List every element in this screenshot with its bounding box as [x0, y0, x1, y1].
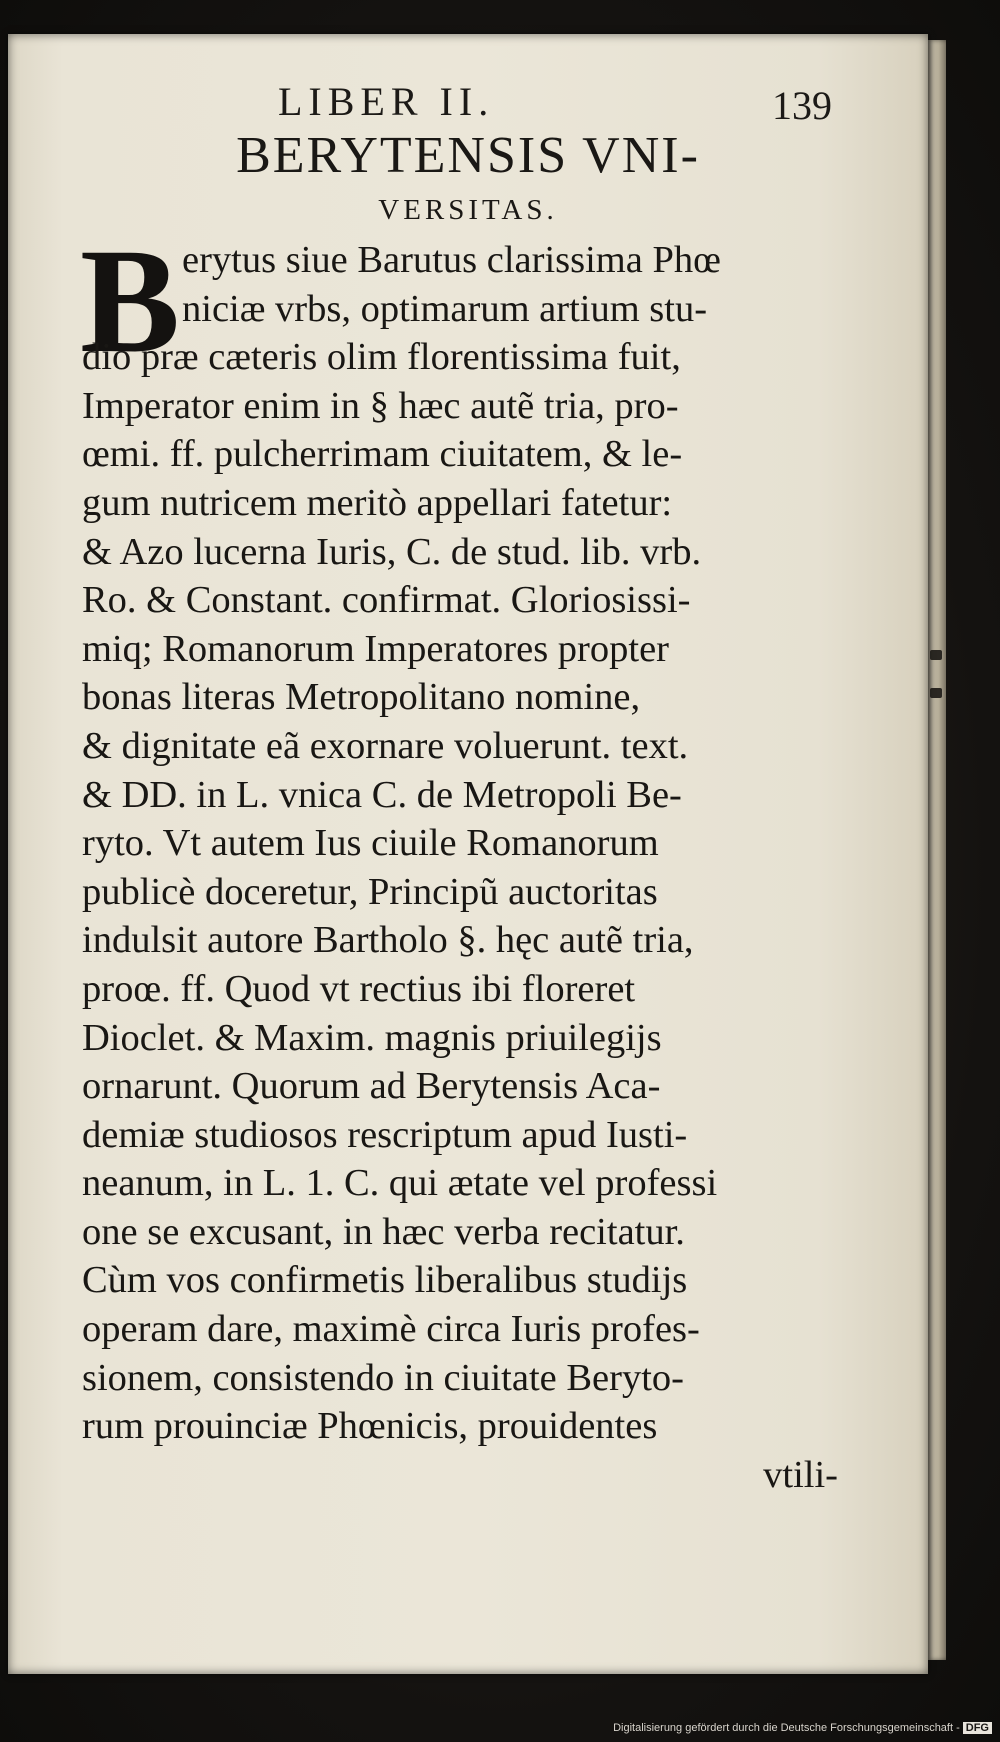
text-line: dio præ cæteris olim florentissima fuit, — [82, 336, 681, 379]
text-line: & dignitate eã exornare voluerunt. text. — [82, 724, 689, 767]
edge-ink-mark — [930, 688, 942, 698]
text-line: publicè doceretur, Principũ auctoritas — [82, 870, 658, 913]
text-line: one se excusant, in hæc verba recitatur. — [82, 1210, 685, 1253]
drop-cap: B — [80, 218, 181, 384]
catchword: vtili- — [763, 1453, 838, 1496]
text-line: gum nutricem meritò appellari fatetur: — [82, 481, 673, 524]
text-line: indulsit autore Bartholo §. hęc autẽ tria, — [82, 919, 694, 962]
text-line: & Azo lucerna Iuris, C. de stud. lib. vrb. — [82, 530, 702, 573]
text-line: proœ. ff. Quod vt rectius ibi floreret — [82, 967, 636, 1010]
edge-ink-mark — [930, 650, 942, 660]
text-line: Ro. & Constant. confirmat. Gloriosissi- — [82, 579, 691, 622]
credit-text: Digitalisierung gefördert durch die Deutsche Forschungsgemeinschaft - — [613, 1722, 960, 1734]
text-line: rum prouinciæ Phœnicis, prouidentes — [82, 1405, 658, 1448]
section-subtitle: VERSITAS. — [378, 194, 558, 226]
text-line: miq; Romanorum Imperatores propter — [82, 627, 669, 670]
body-text — [82, 236, 838, 1499]
adjacent-page-edge — [928, 40, 946, 1660]
text-line: ryto. Vt autem Ius ciuile Romanorum — [82, 822, 659, 865]
text-line: Cùm vos confirmetis liberalibus studijs — [82, 1259, 688, 1302]
section-title: BERYTENSIS VNI- — [236, 127, 700, 184]
text-line: bonas literas Metropolitano nomine, — [82, 676, 641, 719]
text-line: Imperator enim in § hæc autẽ tria, pro- — [82, 384, 679, 427]
text-line: Dioclet. & Maxim. magnis priuilegijs — [82, 1016, 662, 1059]
book-page — [8, 34, 928, 1674]
text-line: operam dare, maximè circa Iuris profes- — [82, 1308, 700, 1351]
text-line: demiæ studiosos rescriptum apud Iusti- — [82, 1113, 688, 1156]
text-line: ornarunt. Quorum ad Berytensis Aca- — [82, 1065, 661, 1108]
dfg-logo: DFG — [963, 1722, 992, 1734]
page-number: 139 — [772, 83, 832, 128]
text-line: neanum, in L. 1. C. qui ætate vel professi — [82, 1162, 718, 1205]
text-line: niciæ vrbs, optimarum artium stu- — [182, 287, 708, 330]
text-line: sionem, consistendo in ciuitate Beryto- — [82, 1356, 684, 1399]
text-line: & DD. in L. vnica C. de Metropoli Be- — [82, 773, 682, 816]
running-title: LIBER II. — [278, 79, 495, 124]
text-line: œmi. ff. pulcherrimam ciuitatem, & le- — [82, 433, 683, 476]
running-head — [8, 78, 928, 128]
digitization-credit — [613, 1722, 992, 1734]
text-line: erytus siue Barutus clarissima Phœ — [182, 239, 721, 281]
